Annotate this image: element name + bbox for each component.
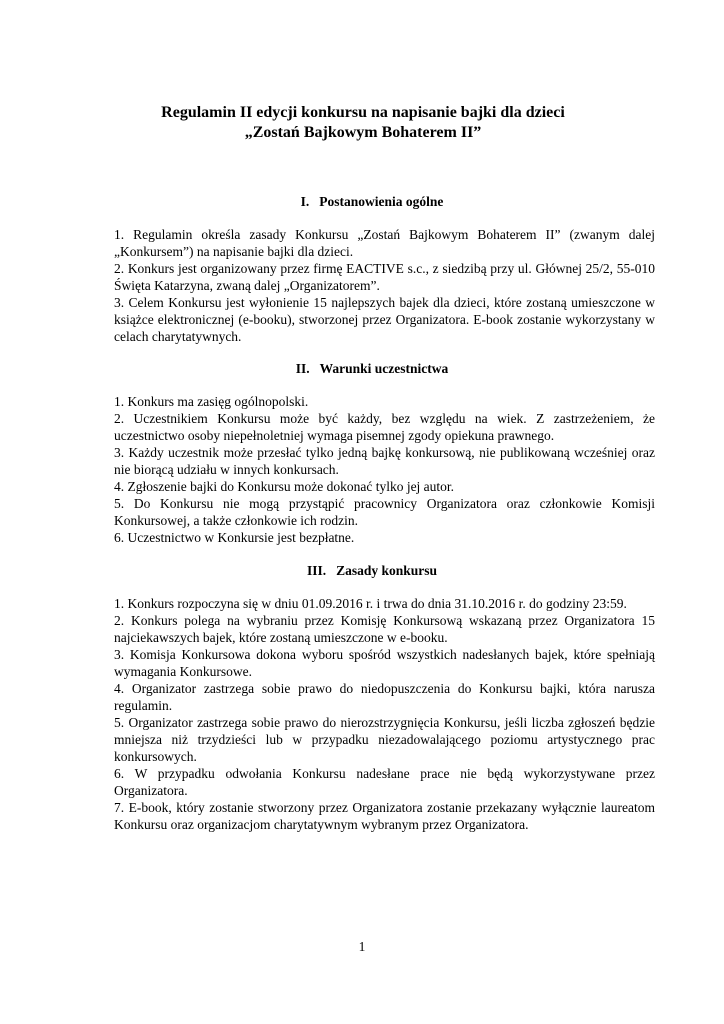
section-number: II. [295, 361, 310, 376]
section-heading-participation-conditions [100, 360, 644, 377]
section-heading-contest-rules [100, 562, 644, 579]
paragraph: 3. Komisja Konkursowa dokona wyboru spośród wszystkich nadesłanych bajek, które spełniają wymagania Konkursowe. [114, 647, 655, 679]
paragraph: 5. Organizator zastrzega sobie prawo do nierozstrzygnięcia Konkursu, jeśli liczba zgłoszeń będzie mniejsza niż trzydzieści lub w przypadku niezadowalającego poziomu artystycznego prac konkursowych. [114, 715, 655, 764]
paragraph: 3. Każdy uczestnik może przesłać tylko jedną bajkę konkursową, nie publikowaną wcześniej oraz nie biorącą udziału w innych konkursach. [114, 445, 655, 477]
section-contest-rules [114, 595, 655, 833]
section-number: I. [300, 194, 310, 209]
paragraph: 4. Zgłoszenie bajki do Konkursu może dokonać tylko jej autor. [114, 479, 455, 494]
paragraph: 4. Organizator zastrzega sobie prawo do niedopuszczenia do Konkursu bajki, która narusza regulamin. [114, 681, 655, 713]
paragraph: 1. Konkurs rozpoczyna się w dniu 01.09.2016 r. i trwa do dnia 31.10.2016 r. do godziny 23:59. [114, 596, 627, 611]
section-title: Warunki uczestnictwa [319, 361, 449, 376]
paragraph: 5. Do Konkursu nie mogą przystąpić pracownicy Organizatora oraz członkowie Komisji Konkursowej, a także członkowie ich rodzin. [114, 496, 655, 528]
page-number: 1 [358, 939, 366, 954]
paragraph: 2. Konkurs polega na wybraniu przez Komisję Konkursową wskazaną przez Organizatora 15 najciekawszych bajek, które zostaną umieszczone w e-booku. [114, 613, 655, 645]
paragraph: 6. Uczestnictwo w Konkursie jest bezpłatne. [114, 530, 355, 545]
paragraph: 2. Uczestnikiem Konkursu może być każdy, bez względu na wiek. Z zastrzeżeniem, że uczestnictwo osoby niepełnoletniej wymaga pisemnej zgody opiekuna prawnego. [114, 411, 655, 443]
section-general-provisions [114, 226, 655, 345]
paragraph: 7. E-book, który zostanie stworzony przez Organizatora zostanie przekazany wyłącznie laureatom Konkursu oraz organizacjom charytatywnym wybranym przez Organizatora. [114, 800, 655, 832]
paragraph: 6. W przypadku odwołania Konkursu nadesłane prace nie będą wykorzystywane przez Organizatora. [114, 766, 655, 798]
paragraph: 1. Regulamin określa zasady Konkursu „Zostań Bajkowym Bohaterem II” (zwanym dalej „Konkursem”) na napisanie bajki dla dzieci. [114, 227, 655, 259]
section-title: Postanowienia ogólne [319, 194, 444, 209]
document-subtitle: „Zostań Bajkowym Bohaterem II” [244, 124, 482, 141]
document-title: Regulamin II edycji konkursu na napisanie bajki dla dzieci [161, 104, 565, 121]
paragraph: 2. Konkurs jest organizowany przez firmę EACTIVE s.c., z siedzibą przy ul. Głównej 25/2, 55-010 Święta Katarzyna, zwaną dalej „Organizatorem”. [114, 261, 655, 293]
paragraph: 3. Celem Konkursu jest wyłonienie 15 najlepszych bajek dla dzieci, które zostaną umieszczone w książce elektronicznej (e-booku), stworzonej przez Organizatora. E-book zostanie wykorzystany w celach charytatywnych. [114, 295, 655, 344]
section-number: III. [306, 563, 327, 578]
section-title: Zasady konkursu [336, 563, 438, 578]
section-participation-conditions [114, 393, 655, 546]
section-heading-general-provisions [100, 193, 644, 210]
paragraph: 1. Konkurs ma zasięg ogólnopolski. [114, 394, 309, 409]
